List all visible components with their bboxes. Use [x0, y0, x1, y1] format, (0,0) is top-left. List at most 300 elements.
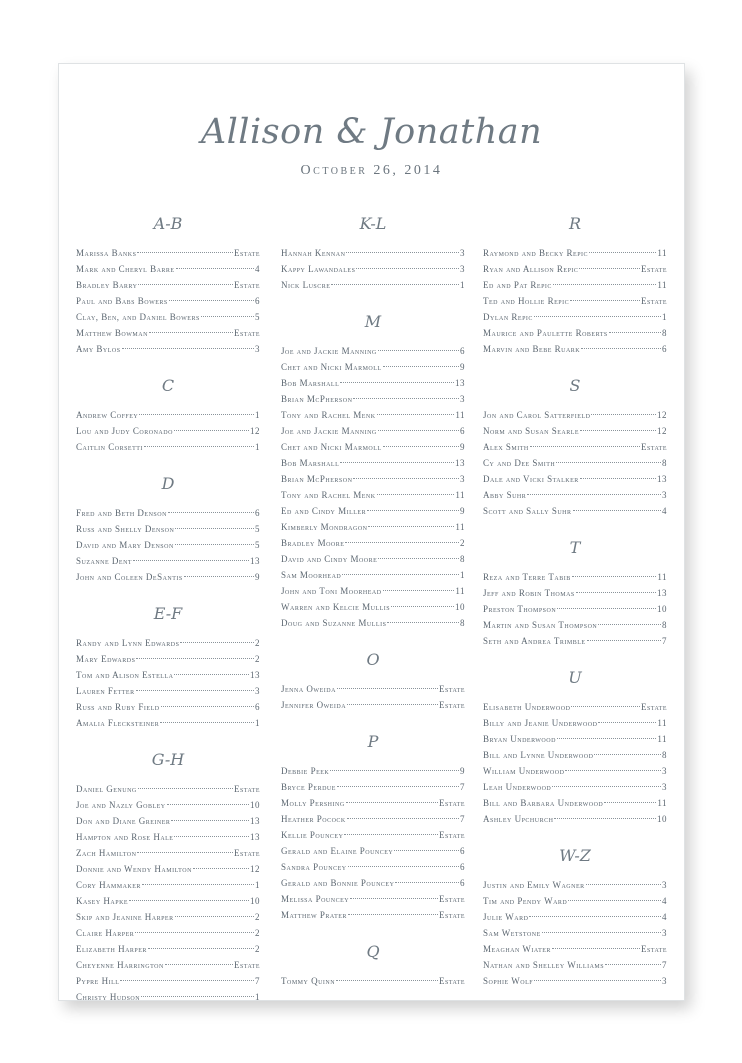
guest-name: Ed and Cindy Miller — [281, 506, 367, 516]
table-assignment: 11 — [657, 572, 667, 582]
dot-leader — [137, 252, 233, 253]
guest-name: Fred and Beth Denson — [76, 508, 167, 518]
table-assignment: 9 — [460, 506, 465, 516]
table-assignment: Estate — [438, 976, 465, 986]
guest-entry — [76, 957, 260, 973]
dot-leader — [180, 642, 254, 643]
guest-name: Ted and Hollie Repic — [483, 296, 570, 306]
table-assignment: 2 — [460, 538, 465, 548]
guest-entry — [281, 907, 465, 923]
table-assignment: 8 — [662, 458, 667, 468]
guest-entry — [281, 343, 465, 359]
section-s — [483, 376, 667, 519]
dot-leader — [342, 574, 459, 575]
guest-name: Bradley Barry — [76, 280, 138, 290]
guest-entry — [281, 439, 465, 455]
guest-entry — [483, 699, 667, 715]
table-assignment: Estate — [233, 328, 260, 338]
table-assignment: 10 — [455, 602, 465, 612]
guest-entry — [483, 941, 667, 957]
dot-leader — [171, 820, 249, 821]
table-assignment: 5 — [255, 540, 260, 550]
dot-leader — [557, 738, 656, 739]
guest-name: Martin and Susan Thompson — [483, 620, 598, 630]
table-assignment: Estate — [233, 280, 260, 290]
guest-entry — [76, 941, 260, 957]
guest-entry — [76, 667, 260, 683]
dot-leader — [589, 252, 656, 253]
guest-entry — [483, 763, 667, 779]
table-assignment: 8 — [662, 620, 667, 630]
section-k-l — [281, 214, 465, 293]
dot-leader — [133, 560, 249, 561]
dot-leader — [161, 706, 254, 707]
section-heading: M — [364, 312, 382, 331]
dot-leader — [348, 914, 438, 915]
table-assignment: 7 — [460, 814, 465, 824]
guest-name: Dale and Vicki Stalker — [483, 474, 579, 484]
dot-leader — [340, 382, 454, 383]
table-assignment: 10 — [657, 814, 667, 824]
dot-leader — [168, 512, 254, 513]
table-assignment: 1 — [662, 312, 667, 322]
section-a-b — [76, 214, 260, 357]
guest-name: Billy and Jeanie Underwood — [483, 718, 598, 728]
dot-leader — [391, 606, 454, 607]
table-assignment: Estate — [233, 248, 260, 258]
dot-leader — [175, 544, 254, 545]
guest-name: Julie Ward — [483, 912, 529, 922]
guest-name: Amalia Flecksteiner — [76, 718, 160, 728]
guest-entry — [483, 423, 667, 439]
guest-entry — [483, 715, 667, 731]
dot-leader — [378, 350, 459, 351]
guest-entry — [281, 407, 465, 423]
guest-entry — [483, 877, 667, 893]
dot-leader — [552, 948, 640, 949]
section-heading: D — [161, 474, 175, 493]
guest-entry — [76, 245, 260, 261]
dot-leader — [175, 916, 254, 917]
dot-leader — [368, 526, 454, 527]
dot-leader — [120, 980, 254, 981]
guest-entry — [76, 423, 260, 439]
guest-entry — [483, 973, 667, 989]
guest-name: Zach Hamilton — [76, 848, 137, 858]
guest-name: Russ and Shelly Denson — [76, 524, 175, 534]
guest-name: Donnie and Wendy Hamilton — [76, 864, 192, 874]
section-r — [483, 214, 667, 357]
dot-leader — [554, 818, 656, 819]
section-heading: P — [367, 732, 379, 751]
guest-name: Joe and Jackie Manning — [281, 346, 377, 356]
dot-leader — [331, 284, 459, 285]
table-assignment: Estate — [438, 798, 465, 808]
dot-leader — [534, 316, 661, 317]
section-heading: R — [568, 214, 582, 233]
dot-leader — [160, 722, 254, 723]
guest-entry — [483, 487, 667, 503]
guest-entry — [76, 699, 260, 715]
dot-leader — [579, 268, 640, 269]
guest-entry — [281, 763, 465, 779]
guest-name: Hampton and Rose Hale — [76, 832, 174, 842]
table-assignment: 2 — [255, 654, 260, 664]
guest-name: Mark and Cheryl Barre — [76, 264, 175, 274]
dot-leader — [353, 398, 459, 399]
dot-leader — [383, 590, 455, 591]
section-heading: A-B — [153, 214, 183, 233]
dot-leader — [377, 494, 455, 495]
guest-entry — [76, 813, 260, 829]
guest-name: Bill and Lynne Underwood — [483, 750, 594, 760]
guest-name: John and Coleen DeSantis — [76, 572, 183, 582]
guest-entry — [483, 731, 667, 747]
couple-names: Allison & Jonathan — [200, 112, 543, 152]
section-p — [281, 732, 465, 923]
guest-name: David and Cindy Moore — [281, 554, 378, 564]
section-heading: U — [568, 668, 582, 687]
table-assignment: 3 — [662, 490, 667, 500]
dot-leader — [174, 430, 249, 431]
guest-entry — [483, 957, 667, 973]
table-assignment: 3 — [662, 880, 667, 890]
guest-name: Nathan and Shelley Williams — [483, 960, 605, 970]
dot-leader — [383, 366, 459, 367]
table-assignment: 5 — [255, 312, 260, 322]
guest-entry — [76, 309, 260, 325]
dot-leader — [176, 268, 254, 269]
guest-name: Maurice and Paulette Roberts — [483, 328, 608, 338]
guest-name: Brian McPherson — [281, 474, 353, 484]
dot-leader — [527, 494, 661, 495]
table-assignment: 11 — [657, 248, 667, 258]
guest-entry — [483, 439, 667, 455]
dot-leader — [395, 882, 459, 883]
guest-entry — [483, 893, 667, 909]
guest-name: Paul and Babs Bowers — [76, 296, 168, 306]
guest-name: Christy Hudson — [76, 992, 141, 1002]
guest-entry — [76, 277, 260, 293]
guest-entry — [281, 891, 465, 907]
guest-name: Leah Underwood — [483, 782, 552, 792]
section-heading: C — [161, 376, 175, 395]
dot-leader — [347, 704, 438, 705]
guest-name: Jennifer Oweida — [281, 700, 347, 710]
table-assignment: 12 — [657, 426, 667, 436]
guest-name: Brian McPherson — [281, 394, 353, 404]
section-q — [281, 942, 465, 989]
table-assignment: 12 — [250, 864, 260, 874]
guest-name: Jenna Oweida — [281, 684, 336, 694]
dot-leader — [167, 804, 249, 805]
dot-leader — [175, 528, 254, 529]
dot-leader — [609, 332, 661, 333]
table-assignment: 13 — [657, 588, 667, 598]
guest-entry — [76, 893, 260, 909]
guest-name: Matthew Bowman — [76, 328, 148, 338]
dot-leader — [201, 316, 254, 317]
guest-entry — [76, 925, 260, 941]
table-assignment: Estate — [640, 442, 667, 452]
dot-leader — [568, 900, 661, 901]
guest-name: Cory Hammaker — [76, 880, 141, 890]
guest-name: Matthew Prater — [281, 910, 347, 920]
table-assignment: 10 — [250, 800, 260, 810]
guest-name: Pypre Hill — [76, 976, 120, 986]
guest-name: Bob Marshall — [281, 378, 340, 388]
guest-name: Tommy Quinn — [281, 976, 336, 986]
guest-entry — [483, 325, 667, 341]
guest-name: Amy Bylos — [76, 344, 121, 354]
guest-name: Marvin and Bebe Ruark — [483, 344, 581, 354]
guest-column-1 — [76, 214, 260, 1005]
guest-entry — [76, 553, 260, 569]
guest-entry — [281, 859, 465, 875]
guest-name: William Underwood — [483, 766, 565, 776]
guest-entry — [76, 715, 260, 731]
table-assignment: Estate — [438, 910, 465, 920]
dot-leader — [378, 558, 459, 559]
guest-name: Elisabeth Underwood — [483, 702, 571, 712]
guest-entry — [483, 601, 667, 617]
table-assignment: 6 — [460, 878, 465, 888]
table-assignment: 1 — [255, 410, 260, 420]
dot-leader — [174, 836, 249, 837]
section-w-z — [483, 846, 667, 989]
guest-name: Kasey Hapke — [76, 896, 129, 906]
dot-leader — [330, 770, 459, 771]
table-assignment: 8 — [460, 554, 465, 564]
guest-name: Hannah Kennan — [281, 248, 346, 258]
table-assignment: 11 — [657, 734, 667, 744]
dot-leader — [552, 786, 661, 787]
table-assignment: 1 — [460, 280, 465, 290]
table-assignment: 2 — [255, 928, 260, 938]
guest-entry — [76, 439, 260, 455]
guest-name: Bill and Barbara Underwood — [483, 798, 604, 808]
table-assignment: Estate — [233, 960, 260, 970]
guest-name: Debbie Peek — [281, 766, 330, 776]
guest-entry — [281, 455, 465, 471]
dot-leader — [138, 284, 233, 285]
table-assignment: 6 — [460, 862, 465, 872]
table-assignment: 2 — [255, 912, 260, 922]
dot-leader — [141, 996, 254, 997]
guest-entry — [76, 651, 260, 667]
dot-leader — [573, 510, 662, 511]
guest-name: Randy and Lynn Edwards — [76, 638, 180, 648]
guest-entry — [281, 375, 465, 391]
dot-leader — [138, 788, 233, 789]
guest-name: Dylan Repic — [483, 312, 533, 322]
guest-entry — [76, 537, 260, 553]
dot-leader — [184, 576, 254, 577]
guest-entry — [281, 261, 465, 277]
guest-name: Lou and Judy Coronado — [76, 426, 173, 436]
table-assignment: 9 — [460, 766, 465, 776]
guest-entry — [76, 781, 260, 797]
guest-entry — [483, 309, 667, 325]
table-assignment: 6 — [460, 346, 465, 356]
section-heading: Q — [366, 942, 380, 961]
section-heading: W-Z — [559, 846, 591, 865]
guest-entry — [483, 795, 667, 811]
table-assignment: Estate — [640, 264, 667, 274]
guest-entry — [483, 925, 667, 941]
guest-name: Suzanne Dent — [76, 556, 133, 566]
guest-name: Elizabeth Harper — [76, 944, 147, 954]
table-assignment: 1 — [255, 718, 260, 728]
guest-name: Ed and Pat Repic — [483, 280, 552, 290]
table-assignment: 3 — [255, 344, 260, 354]
guest-entry — [76, 797, 260, 813]
section-o — [281, 650, 465, 713]
guest-entry — [281, 359, 465, 375]
section-u — [483, 668, 667, 827]
guest-name: Melissa Pouncey — [281, 894, 350, 904]
guest-name: Gerald and Elaine Pouncey — [281, 846, 394, 856]
guest-entry — [76, 521, 260, 537]
table-assignment: 6 — [460, 846, 465, 856]
guest-entry — [76, 973, 260, 989]
guest-entry — [281, 795, 465, 811]
guest-column-3 — [483, 214, 667, 989]
dot-leader — [591, 414, 656, 415]
guest-entry — [483, 471, 667, 487]
table-assignment: Estate — [233, 848, 260, 858]
dot-leader — [565, 770, 661, 771]
section-heading: T — [569, 538, 581, 557]
table-assignment: 13 — [250, 556, 260, 566]
section-t — [483, 538, 667, 649]
dot-leader — [135, 932, 254, 933]
table-assignment: Estate — [233, 784, 260, 794]
table-assignment: 13 — [455, 458, 465, 468]
table-assignment: Estate — [438, 684, 465, 694]
guest-name: Sophie Wolf — [483, 976, 534, 986]
table-assignment: 11 — [455, 586, 465, 596]
guest-entry — [483, 909, 667, 925]
guest-name: Alex Smith — [483, 442, 529, 452]
guest-entry — [281, 599, 465, 615]
table-assignment: Estate — [438, 830, 465, 840]
guest-name: Tony and Rachel Menk — [281, 490, 376, 500]
guest-column-2 — [281, 214, 465, 989]
dot-leader — [346, 802, 438, 803]
guest-name: Molly Pershing — [281, 798, 345, 808]
dot-leader — [598, 722, 656, 723]
dot-leader — [337, 688, 438, 689]
guest-entry — [76, 569, 260, 585]
guest-name: Warren and Kelcie Mullis — [281, 602, 391, 612]
table-assignment: 7 — [460, 782, 465, 792]
guest-entry — [281, 681, 465, 697]
guest-name: Andrew Coffey — [76, 410, 139, 420]
guest-name: Tom and Alison Estella — [76, 670, 174, 680]
dot-leader — [383, 446, 459, 447]
guest-name: Reza and Terre Tabib — [483, 572, 571, 582]
guest-name: John and Toni Moorhead — [281, 586, 382, 596]
guest-entry — [281, 519, 465, 535]
table-assignment: 10 — [250, 896, 260, 906]
guest-entry — [281, 551, 465, 567]
section-m — [281, 312, 465, 631]
guest-entry — [281, 277, 465, 293]
dot-leader — [149, 332, 233, 333]
dot-leader — [193, 868, 249, 869]
table-assignment: 9 — [255, 572, 260, 582]
guest-entry — [483, 341, 667, 357]
table-assignment: 13 — [455, 378, 465, 388]
section-heading: G-H — [151, 750, 185, 769]
dot-leader — [347, 818, 459, 819]
guest-name: Ashley Upchurch — [483, 814, 554, 824]
guest-name: Nick Luscre — [281, 280, 331, 290]
guest-entry — [281, 535, 465, 551]
dot-leader — [142, 884, 254, 885]
guest-name: Bradley Moore — [281, 538, 345, 548]
guest-entry — [76, 845, 260, 861]
guest-name: Joe and Jackie Manning — [281, 426, 377, 436]
guest-entry — [483, 633, 667, 649]
table-assignment: 6 — [662, 344, 667, 354]
table-assignment: 13 — [250, 816, 260, 826]
dot-leader — [604, 802, 656, 803]
guest-name: Joe and Nazly Gobley — [76, 800, 166, 810]
guest-name: Clay, Ben, and Daniel Bowers — [76, 312, 200, 322]
dot-leader — [572, 576, 657, 577]
guest-name: Sam Wetstone — [483, 928, 541, 938]
guest-entry — [281, 423, 465, 439]
dot-leader — [346, 252, 459, 253]
section-heading: E-F — [153, 604, 183, 623]
guest-entry — [281, 779, 465, 795]
table-assignment: 11 — [455, 410, 465, 420]
dot-leader — [377, 414, 455, 415]
dot-leader — [169, 300, 254, 301]
table-assignment: Estate — [640, 944, 667, 954]
guest-entry — [76, 861, 260, 877]
guest-name: Tony and Rachel Menk — [281, 410, 376, 420]
table-assignment: 8 — [662, 750, 667, 760]
guest-entry — [281, 487, 465, 503]
dot-leader — [553, 284, 656, 285]
guest-name: Doug and Suzanne Mullis — [281, 618, 387, 628]
guest-entry — [76, 505, 260, 521]
dot-leader — [356, 268, 459, 269]
guest-name: Chet and Nicki Marmoll — [281, 442, 382, 452]
table-assignment: 8 — [662, 328, 667, 338]
guest-name: Seth and Andrea Trimble — [483, 636, 586, 646]
table-assignment: 11 — [657, 280, 667, 290]
dot-leader — [556, 462, 661, 463]
guest-name: Tim and Pendy Ward — [483, 896, 568, 906]
guest-entry — [281, 843, 465, 859]
guest-entry — [281, 583, 465, 599]
section-heading: K-L — [359, 214, 387, 233]
dot-leader — [534, 980, 661, 981]
table-assignment: 4 — [662, 506, 667, 516]
guest-name: Sandra Pouncey — [281, 862, 347, 872]
guest-entry — [483, 245, 667, 261]
event-date: October 26, 2014 — [300, 163, 443, 178]
guest-name: Don and Diane Greiner — [76, 816, 171, 826]
section-c — [76, 376, 260, 455]
guest-name: Chet and Nicki Marmoll — [281, 362, 382, 372]
table-assignment: 2 — [255, 638, 260, 648]
guest-entry — [483, 779, 667, 795]
